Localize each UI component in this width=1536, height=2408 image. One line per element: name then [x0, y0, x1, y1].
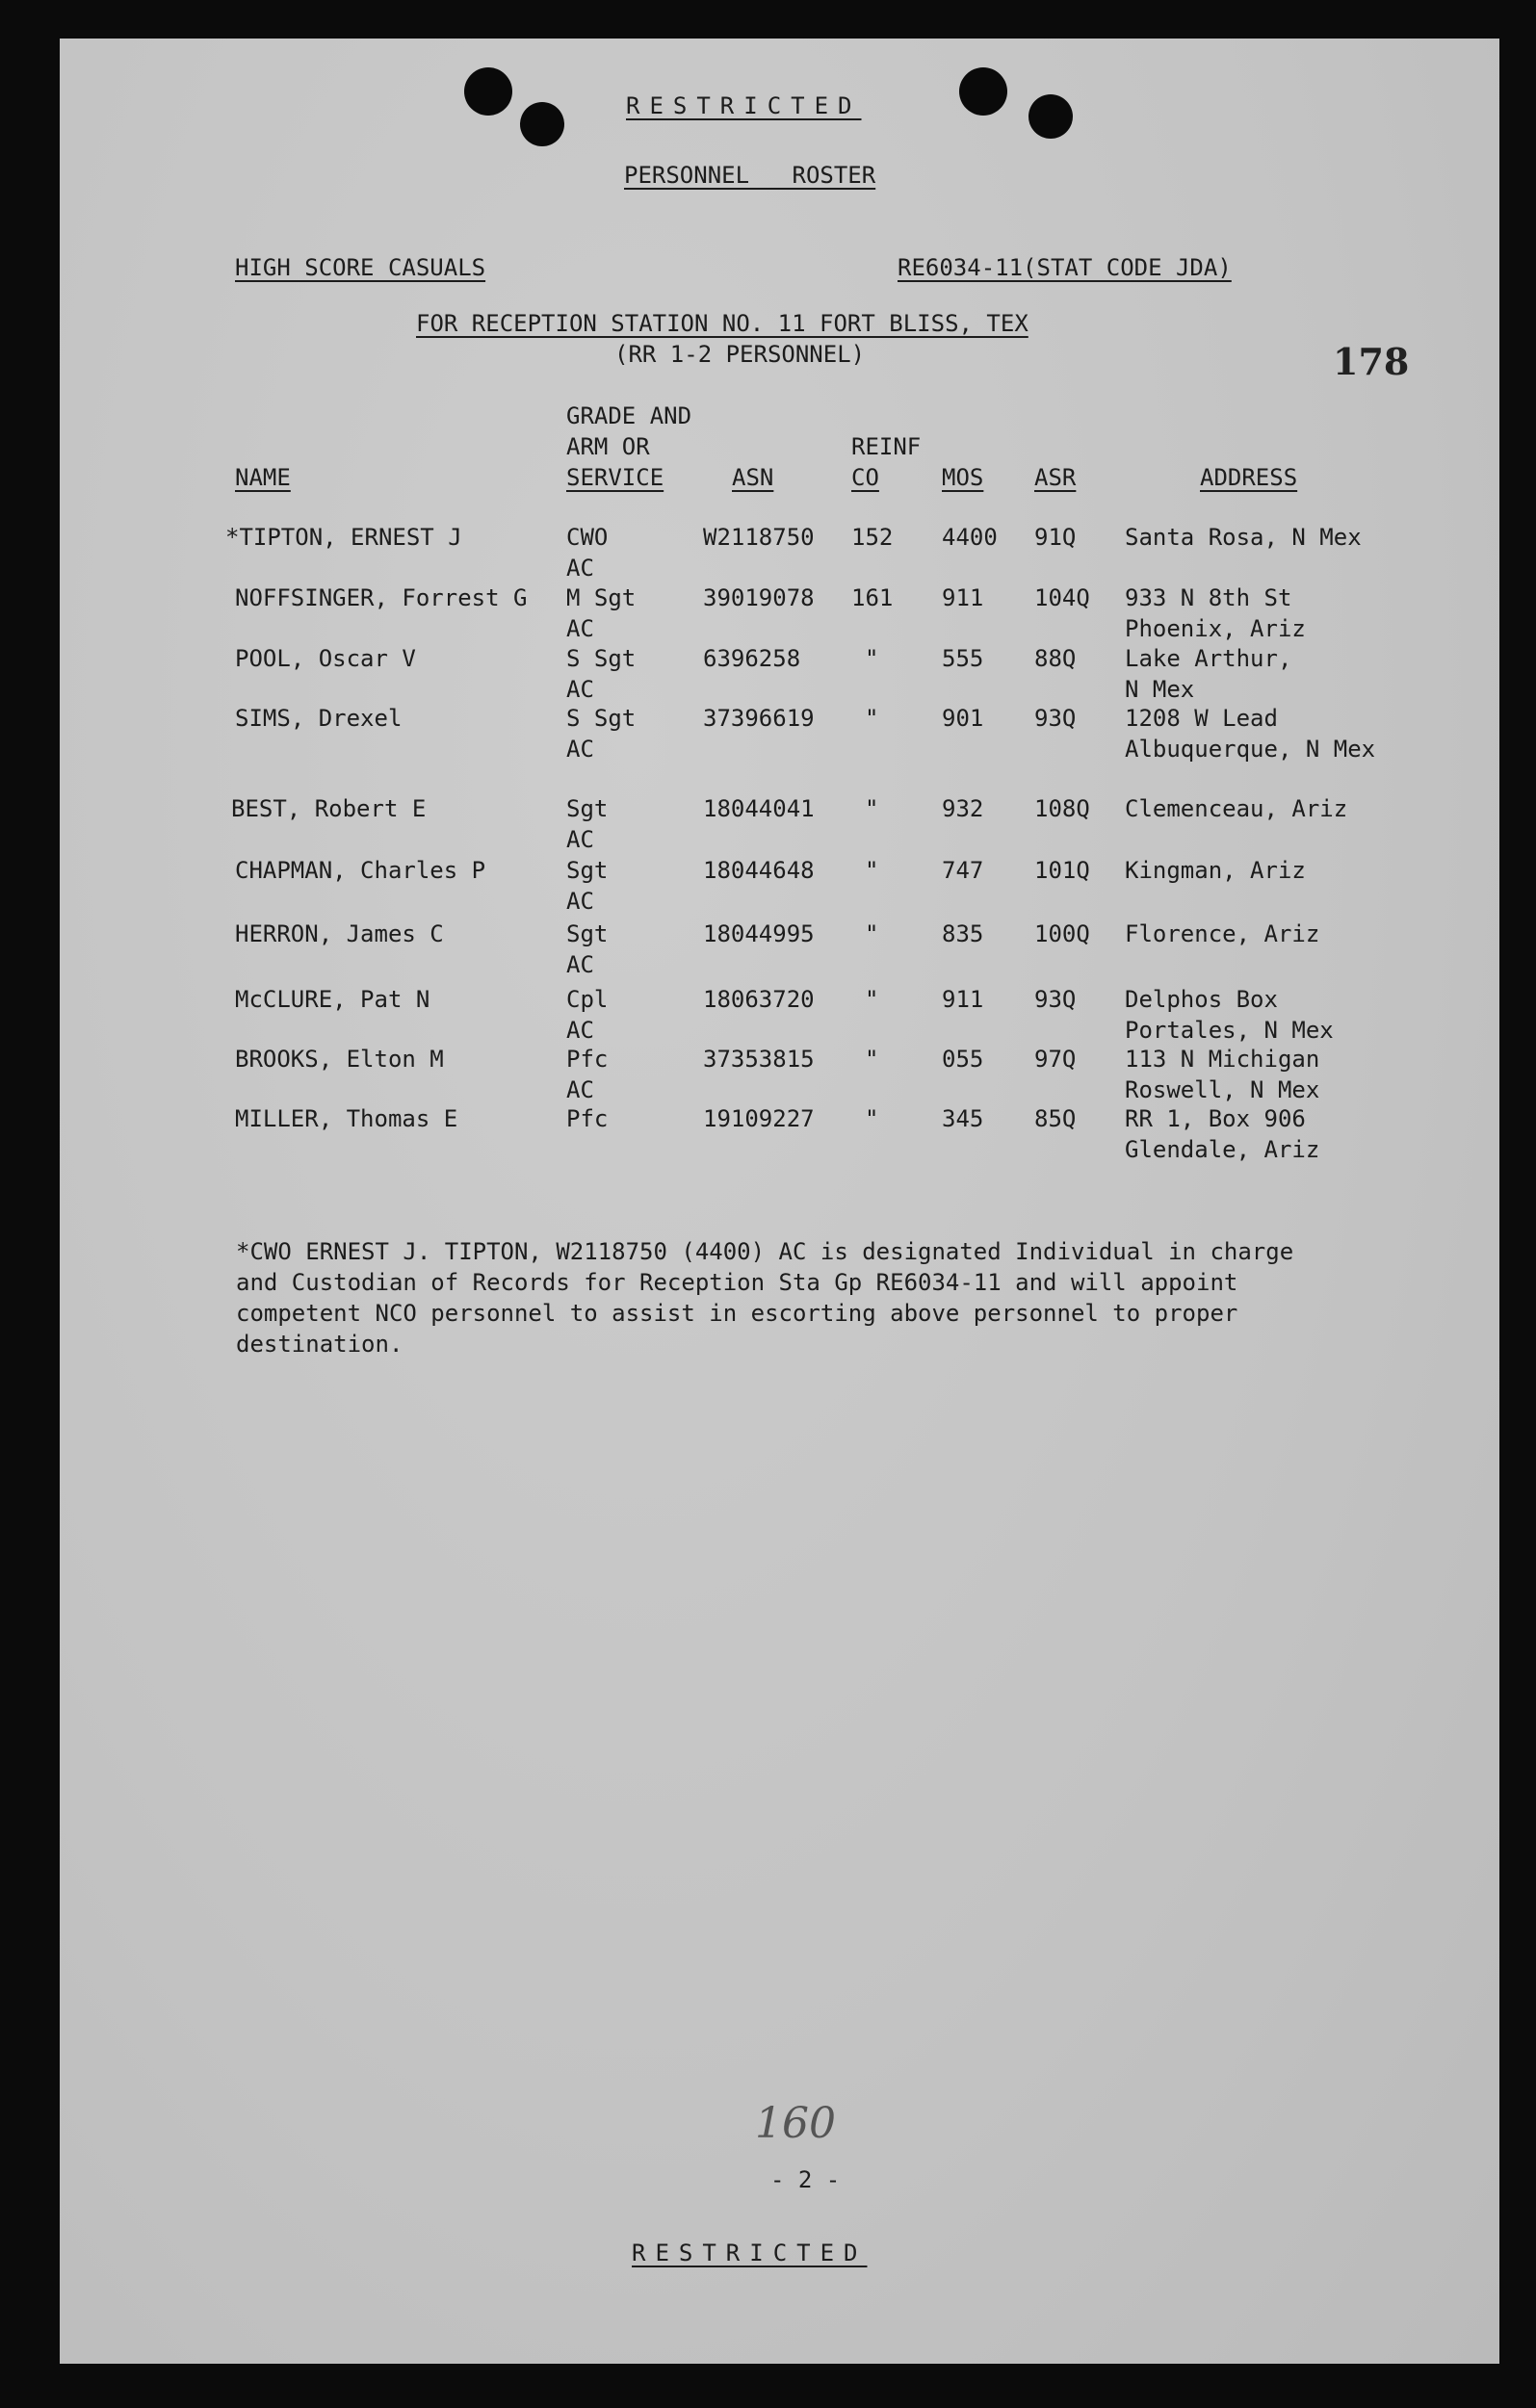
row-asr: 104Q	[1034, 584, 1090, 611]
row-co: "	[865, 1105, 879, 1132]
row-asn: 37396619	[703, 705, 815, 732]
page-number: 178	[1333, 340, 1410, 383]
col-grade-line2: ARM OR	[566, 433, 650, 460]
row-mos: 345	[942, 1105, 984, 1132]
row-name: CHAPMAN, Charles P	[235, 857, 486, 884]
row-address-1: Kingman, Ariz	[1125, 857, 1306, 884]
row-mos: 911	[942, 986, 984, 1013]
row-address-1: 1208 W Lead	[1125, 705, 1278, 732]
classification-top: RESTRICTED	[626, 92, 862, 119]
custodian-note: *CWO ERNEST J. TIPTON, W2118750 (4400) AC is designated Individual in charge and Custodian of Records for Reception Sta Gp RE6034-11 and will appoint competent NCO personnel to assist in escorting above personnel to proper destination.	[236, 1238, 1294, 1358]
row-asr: 93Q	[1034, 705, 1077, 732]
row-asn: 39019078	[703, 584, 815, 611]
row-grade: S Sgt	[566, 705, 637, 732]
row-grade: S Sgt	[566, 645, 637, 672]
row-address-2: Albuquerque, N Mex	[1125, 736, 1376, 763]
row-name: SIMS, Drexel	[235, 705, 403, 732]
row-asr: 85Q	[1034, 1105, 1077, 1132]
row-arm: AC	[566, 676, 594, 703]
row-asr: 100Q	[1034, 920, 1090, 947]
row-address-1: Delphos Box	[1125, 986, 1278, 1013]
row-co: 161	[851, 584, 894, 611]
row-asr: 101Q	[1034, 857, 1090, 884]
row-mos: 555	[942, 645, 984, 672]
row-name: POOL, Oscar V	[235, 645, 416, 672]
row-address-2: Roswell, N Mex	[1125, 1076, 1320, 1103]
row-asn: 6396258	[703, 645, 801, 672]
station-line: FOR RECEPTION STATION NO. 11 FORT BLISS, TEX	[416, 310, 1028, 337]
row-name: McCLURE, Pat N	[235, 986, 430, 1013]
row-co: "	[865, 857, 879, 884]
col-reinf-line1: REINF	[851, 433, 922, 460]
row-asn: W2118750	[703, 524, 815, 551]
col-mos: MOS	[942, 464, 984, 491]
punch-hole-4	[1028, 94, 1073, 139]
row-name: *TIPTON, ERNEST J	[225, 524, 462, 551]
row-arm: AC	[566, 555, 594, 582]
row-grade: M Sgt	[566, 584, 637, 611]
row-arm: AC	[566, 1076, 594, 1103]
row-address-1: 933 N 8th St	[1125, 584, 1292, 611]
row-arm: AC	[566, 888, 594, 915]
row-name: BEST, Robert E	[231, 795, 427, 822]
row-asr: 108Q	[1034, 795, 1090, 822]
row-mos: 911	[942, 584, 984, 611]
col-name: NAME	[235, 464, 291, 491]
handwritten-number: 160	[755, 2099, 836, 2148]
table-row	[60, 1046, 1499, 1107]
row-grade: Sgt	[566, 920, 609, 947]
row-co: "	[865, 1046, 879, 1073]
punch-hole-2	[520, 102, 564, 146]
group-code: RE6034-11(STAT CODE JDA)	[898, 254, 1232, 281]
row-address-2: N Mex	[1125, 676, 1195, 703]
row-mos: 747	[942, 857, 984, 884]
unit-name: HIGH SCORE CASUALS	[235, 254, 486, 281]
row-name: NOFFSINGER, Forrest G	[235, 584, 528, 611]
punch-hole-3	[959, 67, 1007, 116]
row-name: BROOKS, Elton M	[235, 1046, 444, 1073]
row-address-1: Santa Rosa, N Mex	[1125, 524, 1362, 551]
row-arm: AC	[566, 826, 594, 853]
row-asr: 88Q	[1034, 645, 1077, 672]
page-footer-number: - 2 -	[770, 2166, 841, 2193]
row-asr: 97Q	[1034, 1046, 1077, 1073]
row-arm: AC	[566, 736, 594, 763]
row-asr: 93Q	[1034, 986, 1077, 1013]
row-co: "	[865, 705, 879, 732]
row-name: HERRON, James C	[235, 920, 444, 947]
row-asn: 18044041	[703, 795, 815, 822]
col-asn: ASN	[732, 464, 774, 491]
roster-page	[60, 39, 1499, 2364]
row-address-1: 113 N Michigan	[1125, 1046, 1320, 1073]
punch-hole-1	[464, 67, 512, 116]
table-row	[60, 524, 1499, 585]
row-grade: Cpl	[566, 986, 609, 1013]
row-arm: AC	[566, 1017, 594, 1044]
row-asn: 37353815	[703, 1046, 815, 1073]
row-grade: Pfc	[566, 1046, 609, 1073]
row-arm: AC	[566, 951, 594, 978]
col-asr: ASR	[1034, 464, 1077, 491]
row-mos: 055	[942, 1046, 984, 1073]
row-co: "	[865, 986, 879, 1013]
row-asr: 91Q	[1034, 524, 1077, 551]
col-grade-line1: GRADE AND	[566, 402, 692, 429]
row-co: "	[865, 920, 879, 947]
col-grade-line3: SERVICE	[566, 464, 664, 491]
table-row	[60, 986, 1499, 1048]
table-row	[60, 705, 1499, 766]
row-mos: 4400	[942, 524, 998, 551]
table-row	[60, 795, 1499, 857]
row-co: "	[865, 795, 879, 822]
row-asn: 18044995	[703, 920, 815, 947]
roster-title	[624, 162, 875, 189]
table-row	[60, 584, 1499, 646]
row-asn: 18063720	[703, 986, 815, 1013]
row-arm: AC	[566, 615, 594, 642]
row-co: "	[865, 645, 879, 672]
row-mos: 932	[942, 795, 984, 822]
col-reinf-line2: CO	[851, 464, 879, 491]
table-row	[60, 920, 1499, 982]
row-grade: Sgt	[566, 857, 609, 884]
row-name: MILLER, Thomas E	[235, 1105, 458, 1132]
row-address-2: Phoenix, Ariz	[1125, 615, 1306, 642]
row-co: 152	[851, 524, 894, 551]
row-asn: 18044648	[703, 857, 815, 884]
row-grade: Sgt	[566, 795, 609, 822]
row-grade: CWO	[566, 524, 609, 551]
row-address-1: Florence, Ariz	[1125, 920, 1320, 947]
row-mos: 835	[942, 920, 984, 947]
table-row	[60, 645, 1499, 707]
row-mos: 901	[942, 705, 984, 732]
subtitle: (RR 1-2 PERSONNEL)	[614, 341, 866, 368]
table-row	[60, 1105, 1499, 1167]
row-asn: 19109227	[703, 1105, 815, 1132]
row-address-2: Glendale, Ariz	[1125, 1136, 1320, 1163]
row-grade: Pfc	[566, 1105, 609, 1132]
row-address-1: RR 1, Box 906	[1125, 1105, 1306, 1132]
roster-title-text: PERSONNEL ROSTER	[624, 162, 876, 189]
row-address-1: Clemenceau, Ariz	[1125, 795, 1348, 822]
table-row	[60, 857, 1499, 919]
col-address: ADDRESS	[1200, 464, 1298, 491]
row-address-1: Lake Arthur,	[1125, 645, 1292, 672]
classification-bottom: RESTRICTED	[632, 2240, 868, 2266]
row-address-2: Portales, N Mex	[1125, 1017, 1334, 1044]
